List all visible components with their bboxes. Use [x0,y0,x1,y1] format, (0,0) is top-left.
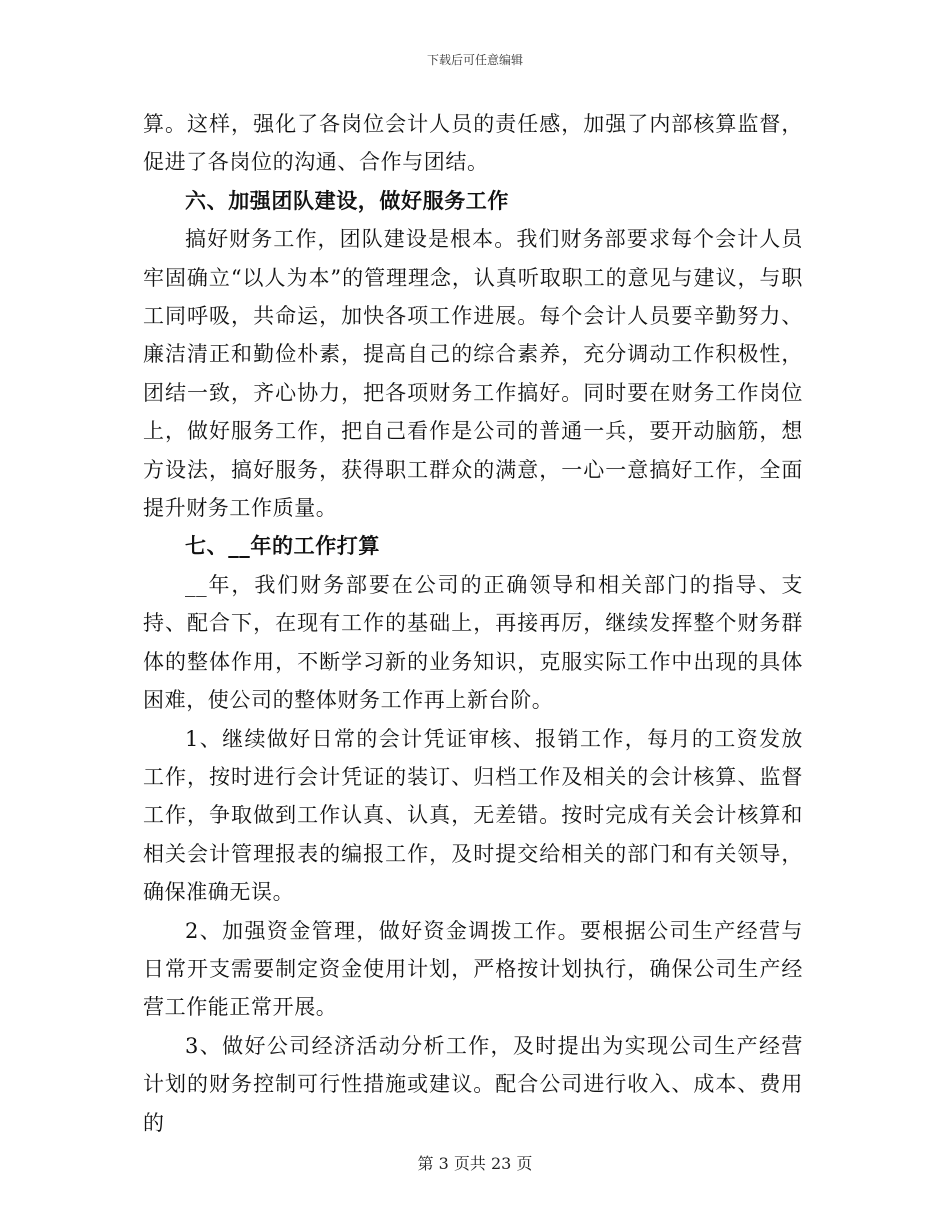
paragraph-item-2: 2、加强资金管理，做好资金调拨工作。要根据公司生产经营与日常开支需要制定资金使用计划，严格按计划执行，确保公司生产经营工作能正常开展。 [143,918,803,1020]
paragraph-team-building: 搞好财务工作，团队建设是根本。我们财务部要求每个会计人员牢固确立“以人为本”的管理理念，认真听取职工的意见与建议，与职工同呼吸，共命运，加快各项工作进展。每个会计人员要辛勤努力、廉洁清正和勤俭朴素，提高自己的综合素养，充分调动工作积极性，团结一致，齐心协力，把各项财务工作搞好。同时要在财务工作岗位上，做好服务工作，把自己看作是公司的普通一兵，要开动脑筋，想方设法，搞好服务，获得职工群众的满意，一心一意搞好工作，全面提升财务工作质量。 [143,227,803,521]
section-heading-6: 六、加强团队建设，做好服务工作 [185,187,509,213]
document-body [143,105,803,1142]
section-heading-7: 七、__年的工作打算 [185,533,380,559]
paragraph-item-1: 1、继续做好日常的会计凭证审核、报销工作，每月的工资发放工作，按时进行会计凭证的装订、归档工作及相关的会计核算、监督工作，争取做到工作认真、认真，无差错。按时完成有关会计核算和相关会计管理报表的编报工作，及时提交给相关的部门和有关领导，确保准确无误。 [143,726,803,905]
page-header: 下载后可任意编辑 [426,53,523,67]
paragraph-work-plan: __年，我们财务部要在公司的正确领导和相关部门的指导、支持、配合下，在现有工作的基础上，再接再厉，继续发挥整个财务群体的整体作用，不断学习新的业务知识，克服实际工作中出现的具体困难，使公司的整体财务工作再上新台阶。 [143,572,803,713]
paragraph-continuation: 算。这样，强化了各岗位会计人员的责任感，加强了内部核算监督，促进了各岗位的沟通、合作与团结。 [143,112,803,175]
page-number: 第 3 页共 23 页 [417,1154,533,1173]
paragraph-item-3: 3、做好公司经济活动分析工作，及时提出为实现公司生产经营计划的财务控制可行性措施或建议。配合公司进行收入、成本、费用的 [143,1033,803,1135]
